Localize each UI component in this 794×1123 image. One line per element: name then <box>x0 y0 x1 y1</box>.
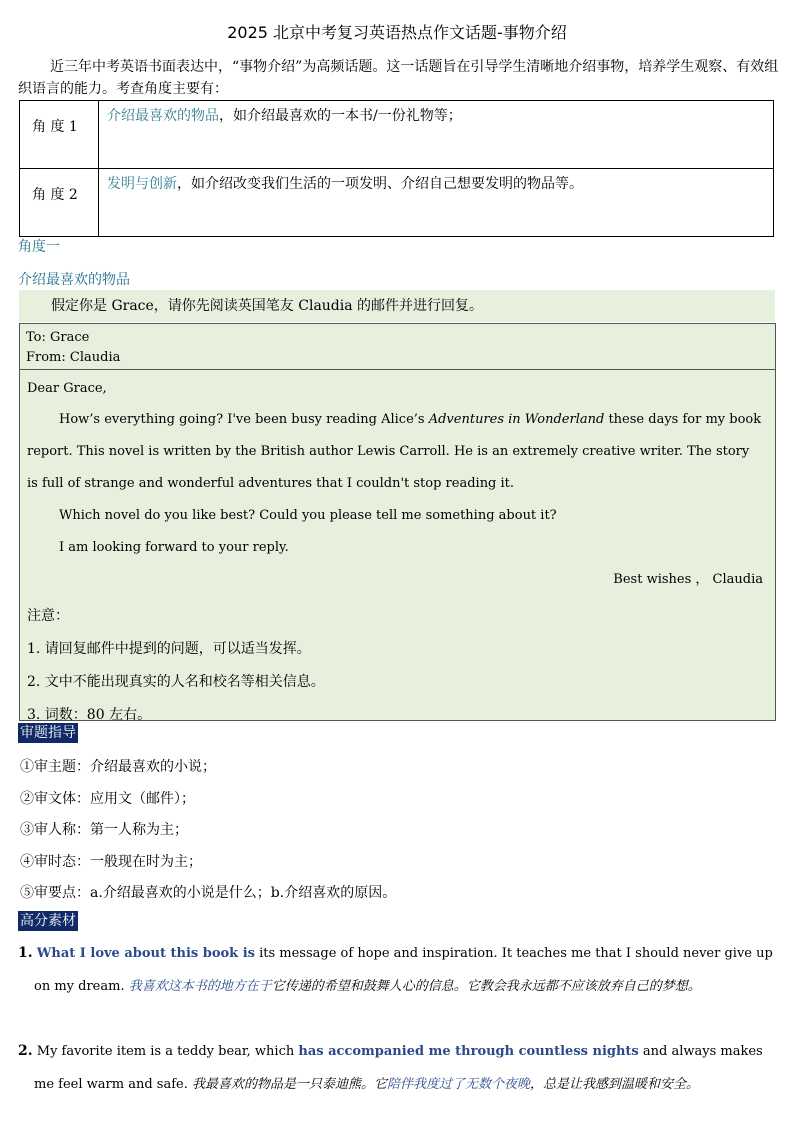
material-tag: 高分素材 <box>20 913 76 929</box>
material-text <box>18 1035 780 1101</box>
material-text <box>18 937 780 1003</box>
material-chinese: ，总是让我感到温暖和安全。 <box>530 1077 700 1092</box>
note-item: 1. 请回复邮件中提到的问题，可以适当发挥。 <box>27 641 311 657</box>
material-number: 1. <box>18 945 33 961</box>
page-title: 2025 北京中考复习英语热点作文话题-事物介绍 <box>227 23 567 42</box>
table-row <box>20 169 774 237</box>
material-lead: What I love about this book is <box>36 946 255 961</box>
angle-highlight: 发明与创新 <box>107 176 177 192</box>
material-english: and always makes me feel warm and safe. <box>34 1044 763 1092</box>
material-item <box>18 937 780 1003</box>
task-prompt: 假定你是 Grace，请你先阅读英国笔友 Claudia 的邮件并进行回复。 <box>19 290 775 322</box>
email-paragraph: Which novel do you like best? Could you please tell me something about it? <box>59 508 557 523</box>
email-greeting: Dear Grace, <box>27 381 107 396</box>
material-english: My favorite item is a teddy bear, which <box>32 1044 299 1059</box>
guide-item: ②审文体：应用文（邮件）； <box>20 790 195 807</box>
material-cn-highlight: 陪伴我度过了无数个夜晚 <box>386 1077 530 1092</box>
material-number: 2. <box>18 1043 33 1059</box>
email-paragraph <box>27 404 763 500</box>
table-row <box>20 101 774 169</box>
guide-tag: 审题指导 <box>20 725 76 741</box>
guide-item: ③审人称：第一人称为主； <box>20 822 188 838</box>
section-heading: 角度一 <box>18 239 60 255</box>
email-to: To: Grace <box>26 330 90 345</box>
material-item <box>18 1035 780 1101</box>
email-text: these days for my book report. This novel is written by the British author Lewis Carroll. He is an extremely creative writer. The story is full of strange and wonderful adventures that I couldn't stop reading it. <box>27 412 762 491</box>
book-title: Adventures in Wonderland <box>428 412 605 427</box>
notes-heading: 注意： <box>27 608 69 624</box>
angle-rest: ，如介绍改变我们生活的一项发明、介绍自己想要发明的物品等。 <box>177 176 583 192</box>
guide-item: ⑤审要点：a.介绍最喜欢的小说是什么；b.介绍喜欢的原因。 <box>20 885 397 901</box>
section-subheading: 介绍最喜欢的物品 <box>18 272 130 288</box>
angle-description <box>99 169 774 237</box>
email-closing: Best wishes ， Claudia <box>613 572 763 587</box>
angle-label: 角 度 1 <box>20 101 99 169</box>
material-cn-highlight: 我喜欢这本书的地方在于 <box>128 979 272 994</box>
intro-paragraph: 近三年中考英语书面表达中，“事物介绍”为高频话题。这一话题旨在引导学生清晰地介绍事物，培养学生观察、有效组织语言的能力。考查角度主要有： <box>18 59 779 97</box>
material-chinese: 我最喜欢的物品是一只泰迪熊。它 <box>191 1077 387 1092</box>
guide-list <box>20 752 396 910</box>
email-header <box>20 324 775 370</box>
notes <box>27 600 325 732</box>
email-paragraph: I am looking forward to your reply. <box>59 540 289 555</box>
email-from: From: Claudia <box>26 350 121 365</box>
email-body <box>27 374 763 596</box>
angle-highlight: 介绍最喜欢的物品 <box>107 108 219 124</box>
email-box <box>19 323 776 721</box>
material-lead: has accompanied me through countless nights <box>298 1044 639 1059</box>
material-english: its message of hope and inspiration. It teaches me that I should never give up on my dream. <box>34 946 773 994</box>
note-item: 2. 文中不能出现真实的人名和校名等相关信息。 <box>27 674 325 690</box>
note-item: 3. 词数：80 左右。 <box>27 707 152 723</box>
angle-description <box>99 101 774 169</box>
angle-table <box>19 100 774 237</box>
angle-label: 角 度 2 <box>20 169 99 237</box>
material-chinese: 它传递的希望和鼓舞人心的信息。它教会我永远都不应该放弃自己的梦想。 <box>271 979 701 994</box>
email-text: How’s everything going? I've been busy reading Alice’s <box>59 412 429 427</box>
guide-item: ①审主题：介绍最喜欢的小说； <box>20 759 216 775</box>
angle-rest: ，如介绍最喜欢的一本书/一份礼物等； <box>219 108 462 124</box>
guide-item: ④审时态：一般现在时为主； <box>20 853 202 870</box>
